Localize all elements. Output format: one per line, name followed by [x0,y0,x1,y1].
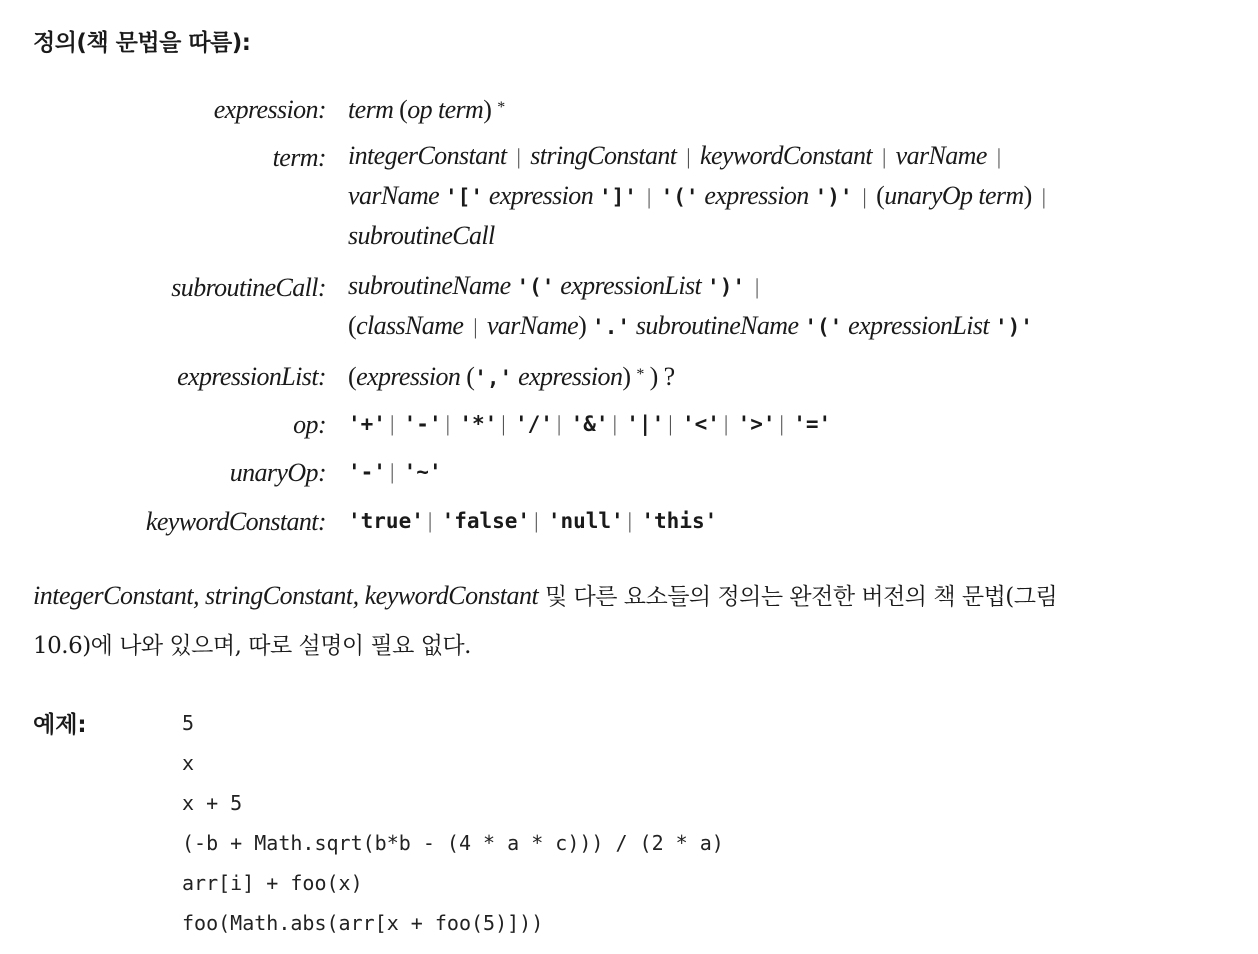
token: 'this' [641,509,718,533]
token: varName [348,181,440,210]
token: ? [663,362,675,391]
rule-label-unary-op: unaryOp: [229,458,326,487]
token: '|' [626,412,665,436]
rule-label-expression-list: expressionList: [177,362,326,391]
token: subroutineName [348,271,511,300]
rule-label-op: op: [293,410,326,439]
token: '.' [592,315,630,339]
rule-body-op: '+' | '-' | '*' | '/' | '&' | '|' | '<' | '>' | '=' [348,411,832,436]
examples-code-block [182,708,724,948]
token: '<' [681,412,720,436]
token: '+' [348,412,386,436]
definition-heading: 정의(책 문법을 따름): [33,30,251,56]
token: '[' [445,185,483,209]
token: subroutineName [635,311,799,340]
token: 'null' [547,509,624,533]
paragraph-line2: 10.6)에 나와 있으며, 따로 설명이 필요 없다. [33,633,471,659]
token: subroutineCall [348,221,495,250]
token: 'false' [441,509,531,533]
token: '(' [516,275,555,299]
token: stringConstant [530,141,677,170]
paragraph-line1: 및 다른 요소들의 정의는 완전한 버전의 책 문법(그림 [538,584,1058,610]
explanation-paragraph [33,572,1233,670]
token: ',' [474,366,513,390]
rule-label-subroutine-call: subroutineCall: [171,273,326,302]
token: expression [356,362,461,391]
token: '&' [570,412,609,436]
token: ')' [814,185,853,209]
code-line: x + 5 [182,791,243,815]
token: '-' [403,412,442,436]
rule-body-subroutine-call: subroutineName '(' expressionList ')' | (className | varName) '.' subroutineName '(' expressionList ')' [348,271,1033,340]
code-line: foo(Math.abs(arr[x + foo(5)])) [182,911,544,935]
code-line: arr[i] + foo(x) [182,871,363,895]
token: '-' [348,460,386,484]
token: expression [488,181,594,210]
rule-body-expression: term (op term) * [348,95,505,124]
token: expression [518,362,623,391]
paragraph-terms: integerConstant, stringConstant, keywordConstant [33,581,539,610]
code-line: x [182,751,195,775]
token: term [348,95,394,124]
token: '=' [793,412,832,436]
rule-label-term: term: [272,143,326,172]
token: className [356,311,464,340]
token: '*' [459,412,498,436]
token: expressionList [560,271,702,300]
token: term [978,181,1024,210]
token: * [497,99,505,116]
token: '(' [804,315,843,339]
examples-label: 예제: [33,712,87,738]
rule-body-term: integerConstant | stringConstant | keywordConstant | varName | varName '[' expression ']' | '(' expression ')' | (unaryOp term) | subroutineCall [348,141,1046,250]
token: '/' [514,412,553,436]
rule-body-unary-op: '-' | '~' [348,459,442,484]
rule-body-expression-list: (expression (',' expression) * ) ? [348,362,675,391]
token: varName [486,311,579,340]
token: expressionList [848,311,990,340]
token: keywordConstant [700,141,873,170]
rule-label-keyword-constant: keywordConstant: [145,507,326,536]
token: expression [704,181,809,210]
token: ')' [707,275,745,299]
token: varName [895,141,987,170]
rule-body-keyword-constant: 'true' | 'false' | 'null' | 'this' [348,508,718,533]
token: unaryOp [884,181,973,210]
rule-label-expression: expression: [213,95,326,124]
code-line: (-b + Math.sqrt(b*b - (4 * a * c))) / (2 * a) [182,831,724,855]
token: ']' [599,185,637,209]
token: op [407,95,433,124]
token: '(' [660,185,699,209]
token: ')' [994,315,1033,339]
token: * [636,366,644,383]
token: '>' [737,412,776,436]
token: '~' [403,460,442,484]
token: term [437,95,484,124]
token: 'true' [348,509,424,533]
token: integerConstant [348,141,507,170]
code-line: 5 [182,711,195,735]
